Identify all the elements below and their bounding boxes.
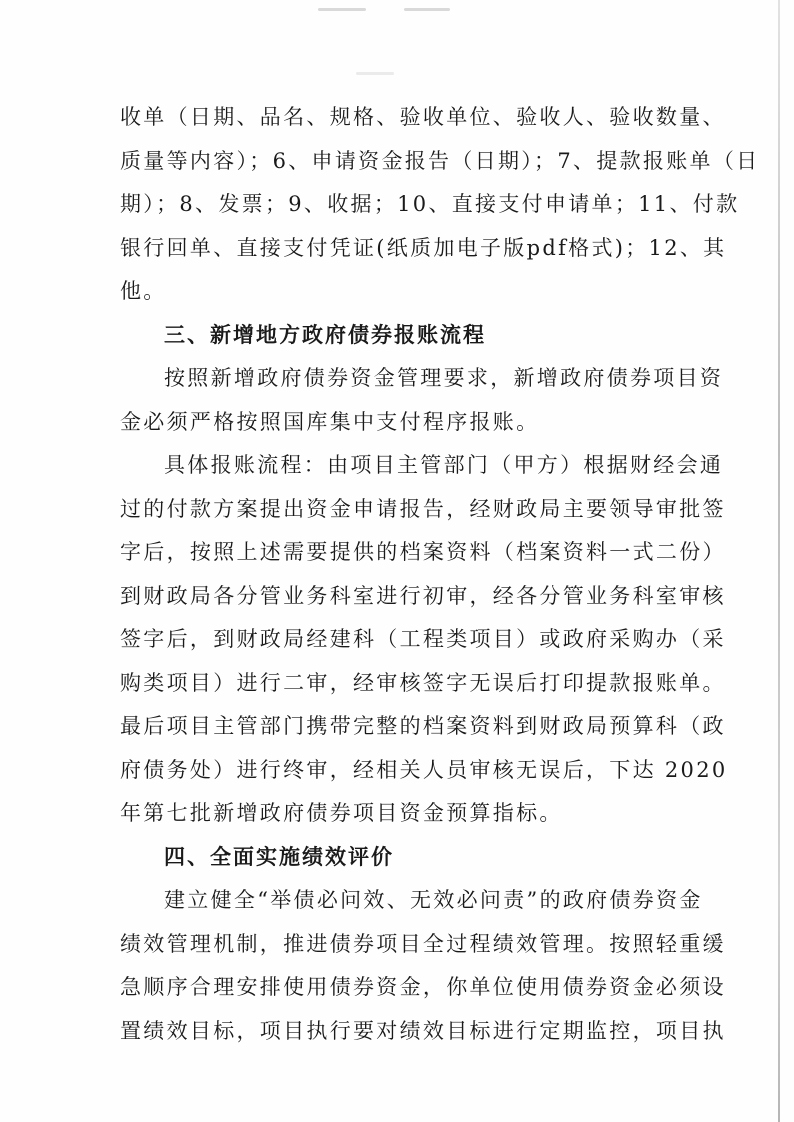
text-line: 质量等内容）；6、申请资金报告（日期）；7、提款报账单（日 xyxy=(120,148,760,173)
text-line: 字后，按照上述需要提供的档案资料（档案资料一式二份） xyxy=(120,540,726,564)
text-line: 年第七批新增政府债券项目资金预算指标。 xyxy=(120,801,563,825)
text-line: 具体报账流程：由项目主管部门（甲方）根据财经会通 xyxy=(164,453,724,477)
scan-page-edge xyxy=(778,0,780,1122)
text-line: 到财政局各分管业务科室进行初审，经各分管业务科室审核 xyxy=(120,583,726,608)
text-line: 按照新增政府债券资金管理要求，新增政府债券项目资 xyxy=(164,366,724,390)
text-line: 急顺序合理安排使用债券资金，你单位使用债券资金必须设 xyxy=(120,975,726,999)
text-line: 期）；8、发票；9、收据；10、直接支付申请单；11、付款 xyxy=(120,192,740,216)
text-line: 收单（日期、品名、规格、验收单位、验收人、验收数量、 xyxy=(120,105,726,129)
text-line: 建立健全“举债必问效、无效必问责”的政府债券资金 xyxy=(164,888,703,912)
scan-artifact-top-right xyxy=(404,8,450,11)
text-line: 签字后，到财政局经建科（工程类项目）或政府采购办（采 xyxy=(120,627,726,651)
text-line: 过的付款方案提出资金申请报告，经财政局主要领导审批签 xyxy=(120,496,726,521)
text-line: 他。 xyxy=(120,279,167,303)
text-line: 最后项目主管部门携带完整的档案资料到财政局预算科（政 xyxy=(120,714,726,738)
text-line: 府债务处）进行终审，经相关人员审核无误后，下达 2020 xyxy=(120,757,728,782)
section-heading-4: 四、全面实施绩效评价 xyxy=(164,844,394,869)
scan-artifact-mid xyxy=(356,72,394,75)
text-line: 购类项目）进行二审，经审核签字无误后打印提款报账单。 xyxy=(120,670,726,695)
text-line: 银行回单、直接支付凭证(纸质加电子版pdf格式)；12、其 xyxy=(120,235,727,260)
text-line: 绩效管理机制，推进债券项目全过程绩效管理。按照轻重缓 xyxy=(120,931,726,956)
text-line: 置绩效目标，项目执行要对绩效目标进行定期监控，项目执 xyxy=(120,1018,726,1043)
scan-artifact-top-left xyxy=(318,8,366,11)
text-line: 金必须严格按照国库集中支付程序报账。 xyxy=(120,409,540,434)
section-heading-3: 三、新增地方政府债券报账流程 xyxy=(164,322,486,347)
body-text xyxy=(120,100,760,1057)
